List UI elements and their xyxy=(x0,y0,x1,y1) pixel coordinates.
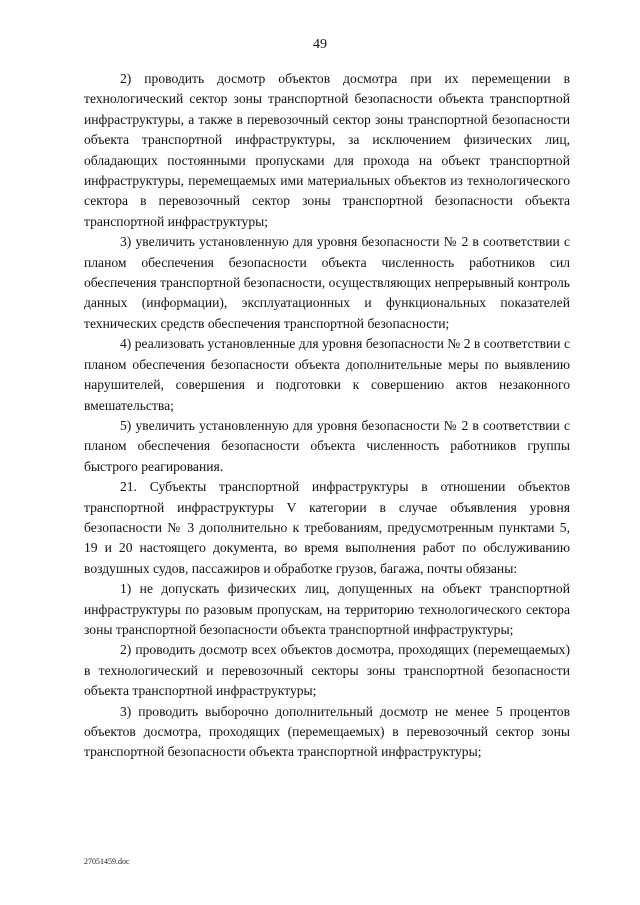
paragraph: 2) проводить досмотр объектов досмотра при их перемещении в технологический сектор зоны транспортной безопасности объекта транспортной инфраструктуры, а также в перевозочный сектор зоны транспортной безопасности объекта транспортной инфраструктуры, за исключением физических лиц, обладающих постоянными пропусками для прохода на объект транспортной инфраструктуры, перемещаемых ими материальных объектов из технологического сектора в перевозочный сектор зоны транспортной безопасности объекта транспортной инфраструктуры; xyxy=(84,71,570,229)
paragraph: 1) не допускать физических лиц, допущенных на объект транспортной инфраструктуры по разовым пропускам, на территорию технологического сектора зоны транспортной безопасности объекта транспортной инфраструктуры; xyxy=(84,581,570,637)
paragraph: 3) увеличить установленную для уровня безопасности № 2 в соответствии с планом обеспечения безопасности объекта численность работников сил обеспечения транспортной безопасности, осуществляющих непрерывный контроль данных (информации), эксплуатационных и функциональных показателей технических средств обеспечения транспортной безопасности; xyxy=(84,234,570,331)
document-filename-footer: 27051459.doc xyxy=(84,857,130,866)
document-body xyxy=(84,69,570,763)
paragraph: 4) реализовать установленные для уровня безопасности № 2 в соответствии с планом обеспечения безопасности объекта дополнительные меры по выявлению нарушителей, совершения и подготовки к совершению актов незаконного вмешательства; xyxy=(84,336,570,413)
paragraph: 3) проводить выборочно дополнительный досмотр не менее 5 процентов объектов досмотра, проходящих (перемещаемых) в перевозочный сектор зоны транспортной безопасности объекта транспортной инфраструктуры; xyxy=(84,703,570,760)
paragraph: 2) проводить досмотр всех объектов досмотра, проходящих (перемещаемых) в технологический и перевозочный секторы зоны транспортной безопасности объекта транспортной инфраструктуры; xyxy=(84,642,570,699)
paragraph: 21. Субъекты транспортной инфраструктуры в отношении объектов транспортной инфраструктуры V категории в случае объявления уровня безопасности № 3 дополнительно к требованиям, предусмотренным пунктами 5, 19 и 20 настоящего документа, во время выполнения работ по обслуживанию воздушных судов, пассажиров и обработке грузов, багажа, почты обязаны: xyxy=(84,479,570,576)
paragraph: 5) увеличить установленную для уровня безопасности № 2 в соответствии с планом обеспечения безопасности объекта численность работников группы быстрого реагирования. xyxy=(84,417,570,474)
page-number: 49 xyxy=(313,37,327,52)
